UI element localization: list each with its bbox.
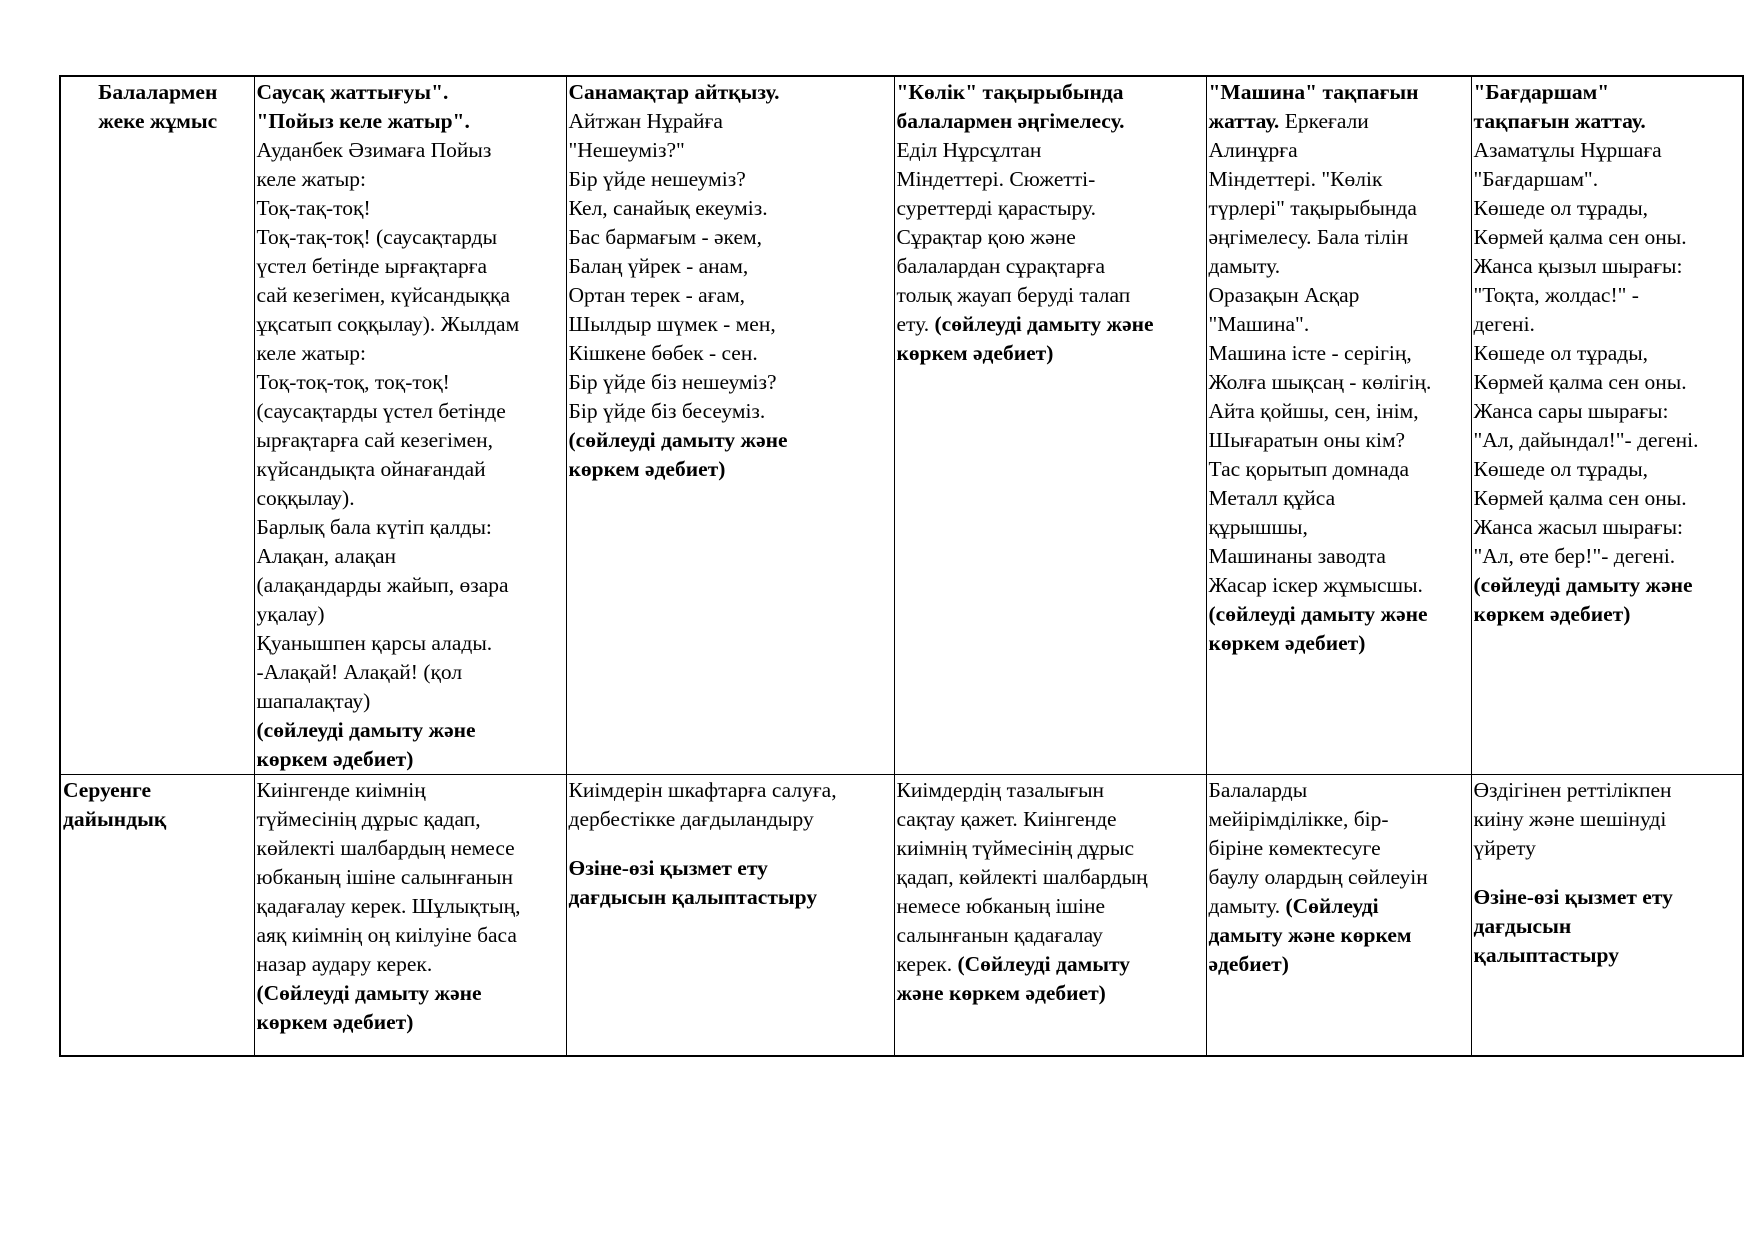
cell-line-text: Тас қорытып домнада [1208,457,1410,481]
cell-line-text: дамыту. [1208,254,1281,278]
cell-line-text: Металл құйса [1208,486,1336,510]
table-cell [566,76,894,775]
cell-line-text: (алақандарды жайып, өзара [256,573,509,597]
cell-line [1474,542,1742,571]
cell-line [257,658,565,687]
cell-line-text: түймесінің дұрыс қадап, [256,807,481,831]
cell-line-text: киімнің түймесінің дұрыс [896,836,1135,860]
table-cell [1471,76,1743,775]
cell-line [1474,805,1742,834]
cell-line-text: Міндеттері. "Көлік [1208,167,1383,191]
cell-line [569,776,893,805]
cell-line-text: Өзіне-өзі қызмет ету [568,856,768,880]
cell-line-text: Тоқ-тақ-тоқ! [256,196,371,220]
cell-line-text: ұқсатып соққылау). Жылдам [256,312,520,336]
cell-spacer [569,834,893,854]
cell-line-text: Алинұрға [1208,138,1298,162]
cell-line [257,921,565,950]
cell-line [1474,136,1742,165]
cell-line-text: Айтжан Нұрайға [568,109,723,133]
cell-line [1474,600,1742,629]
table-cell [254,76,566,775]
cell-line [257,281,565,310]
cell-line-text: "Нешеуміз?" [568,138,685,162]
table-cell [1471,775,1743,1057]
cell-line-text: Көшеде ол тұрады, [1473,341,1649,365]
cell-line [1209,107,1470,136]
cell-line [569,194,893,223]
cell-line [1209,397,1470,426]
cell-line-plain-tail: Еркеғали [1279,109,1369,133]
cell-spacer [1474,863,1742,883]
cell-line-text: Көрмей қалма сен оны. [1473,370,1687,394]
cell-line [1209,629,1470,658]
cell-line-text: қадағалау керек. Шұлықтың, [256,894,521,918]
cell-line [1474,78,1742,107]
cell-line-text: "Ал, дайындал!"- дегені. [1473,428,1699,452]
cell-line-text: юбканың ішіне салынғанын [256,865,513,889]
cell-line-text: көркем әдебиет) [256,747,414,771]
cell-line-text: Алақан, алақан [256,544,397,568]
table-cell [894,76,1206,775]
cell-line [897,776,1205,805]
cell-line [1209,805,1470,834]
cell-line [257,136,565,165]
cell-line [1209,542,1470,571]
cell-line [1474,426,1742,455]
table-cell [1206,775,1471,1057]
cell-line-text: киіну және шешінуді [1473,807,1667,831]
cell-line [257,542,565,571]
cell-line [1209,339,1470,368]
cell-line [569,281,893,310]
cell-line [257,339,565,368]
cell-line [1209,426,1470,455]
cell-line [1474,281,1742,310]
cell-line-text: уқалау) [256,602,325,626]
cell-line-text: Жанса жасыл шырағы: [1473,515,1684,539]
cell-line [569,368,893,397]
cell-line [1209,571,1470,600]
cell-line-text: тақпағын жаттау. [1473,109,1646,133]
table-cell [566,775,894,1057]
table-cell [1206,76,1471,775]
cell-line [257,600,565,629]
cell-line-text: сақтау қажет. Киінгенде [896,807,1117,831]
cell-line-text: назар аудару керек. [256,952,433,976]
cell-line [1209,136,1470,165]
cell-line-text: Тоқ-тоқ-тоқ, тоқ-тоқ! [256,370,450,394]
cell-line [1474,339,1742,368]
cell-line-text: күйсандықта ойнағандай [256,457,486,481]
cell-line [1209,892,1470,921]
cell-line [1474,107,1742,136]
cell-line-text: үйрету [1473,836,1536,860]
cell-line [1474,912,1742,941]
cell-line [257,571,565,600]
cell-line [897,950,1205,979]
table-cell [894,775,1206,1057]
cell-line-bold-tail: (Сөйлеуді дамыту [957,952,1131,976]
cell-line [897,165,1205,194]
cell-line [257,1008,565,1037]
cell-line-text: сай кезегімен, күйсандыққа [256,283,511,307]
cell-line [257,834,565,863]
cell-line-text: Еділ Нұрсұлтан [896,138,1042,162]
cell-line [1474,776,1742,805]
table-row [60,775,1743,1057]
cell-line-bold-tail: (сөйлеуді дамыту және [934,312,1154,336]
cell-line [1209,921,1470,950]
cell-line-text: Бас бармағым - әкем, [568,225,762,249]
cell-line [257,194,565,223]
cell-line [1209,368,1470,397]
cell-line [257,979,565,1008]
cell-line [1474,165,1742,194]
cell-line [257,892,565,921]
cell-line [1209,950,1470,979]
cell-line [569,223,893,252]
cell-line [569,339,893,368]
cell-line-text: Оразақын Асқар [1208,283,1360,307]
cell-line-text: (сөйлеуді дамыту және [256,718,476,742]
row-header-line: Балалармен [98,80,218,104]
cell-line [257,687,565,716]
cell-line-text: Азаматұлы Нұршаға [1473,138,1662,162]
cell-line [257,484,565,513]
cell-line [897,805,1205,834]
cell-line-text: балалармен әңгімелесу. [896,109,1125,133]
cell-line [1474,310,1742,339]
cell-line-text: Сұрақтар қою және [896,225,1076,249]
cell-line-text: толық жауап беруді талап [896,283,1131,307]
cell-line-text: Бір үйде нешеуміз? [568,167,746,191]
cell-line-text: түрлері" тақырыбында [1208,196,1417,220]
table-row [60,76,1743,775]
cell-line-text: ырғақтарға сай кезегімен, [256,428,493,452]
cell-line [257,745,565,774]
cell-line [1474,368,1742,397]
cell-line-text: әңгімелесу. Бала тілін [1208,225,1409,249]
cell-line [1474,194,1742,223]
cell-line [1474,455,1742,484]
cell-line-text: немесе юбканың ішіне [896,894,1106,918]
cell-line-text: "Машина". [1208,312,1310,336]
cell-line-text: керек. [896,952,958,976]
cell-line [257,716,565,745]
cell-line [1209,310,1470,339]
cell-line-text: көркем әдебиет) [1473,602,1631,626]
cell-line [1209,834,1470,863]
cell-line-text: Жолға шықсаң - көлігің. [1208,370,1432,394]
cell-line-text: Тоқ-тақ-тоқ! (саусақтарды [256,225,498,249]
cell-line-text: Саусақ жаттығуы". [256,80,449,104]
cell-line [897,107,1205,136]
cell-line [897,281,1205,310]
cell-line-text: Киінгенде киімнің [256,778,426,802]
cell-line [569,78,893,107]
cell-line [1209,165,1470,194]
cell-line [897,223,1205,252]
cell-line-text: Ауданбек Әзимаға Пойыз [256,138,492,162]
cell-line [257,252,565,281]
cell-line-text: Көрмей қалма сен оны. [1473,486,1687,510]
cell-line [569,883,893,912]
row-header [60,775,254,1057]
cell-line-text: (саусақтарды үстел бетінде [256,399,506,423]
cell-line [569,854,893,883]
cell-line [897,834,1205,863]
cell-line-text: "Машина" тақпағын [1208,80,1419,104]
cell-line-text: "Бағдаршам". [1473,167,1599,191]
cell-line-text: -Алақай! Алақай! (қол [256,660,463,684]
cell-line [257,165,565,194]
cell-line [569,165,893,194]
cell-line [1209,513,1470,542]
cell-line [897,863,1205,892]
cell-line [1209,78,1470,107]
cell-line [569,805,893,834]
cell-line-text: Киімдердің тазалығын [896,778,1105,802]
cell-line [897,921,1205,950]
cell-line-text: Шығаратын оны кім? [1208,428,1406,452]
cell-line [897,339,1205,368]
cell-line [257,397,565,426]
cell-line-text: дербестікке дағдыландыру [568,807,814,831]
cell-line-text: Машина істе - серігің, [1208,341,1412,365]
row-header [60,76,254,775]
cell-line-text: Жанса сары шырағы: [1473,399,1669,423]
cell-line-text: шапалақтау) [256,689,371,713]
cell-line-text: "Көлік" тақырыбында [896,80,1124,104]
cell-line [1474,397,1742,426]
cell-line-text: баулу олардың сөйлеуін [1208,865,1428,889]
cell-line-text: аяқ киімнің оң киілуіне баса [256,923,517,947]
cell-line [569,426,893,455]
cell-line-bold-tail: (Сөйлеуді [1285,894,1379,918]
cell-line-text: Киімдерін шкафтарға салуға, [568,778,837,802]
cell-line-text: Балаң үйрек - анам, [568,254,749,278]
cell-line-text: Көрмей қалма сен оны. [1473,225,1687,249]
cell-line-text: "Пойыз келе жатыр". [256,109,470,133]
cell-line [1474,223,1742,252]
plan-table [59,75,1744,1057]
cell-line [1209,484,1470,513]
cell-line [257,107,565,136]
cell-line-text: Бір үйде біз бесеуміз. [568,399,766,423]
cell-line [257,223,565,252]
cell-line-text: Ортан терек - ағам, [568,283,746,307]
cell-line [897,136,1205,165]
cell-line [1209,252,1470,281]
cell-line [569,252,893,281]
cell-line-text: Санамақтар айтқызу. [568,80,780,104]
cell-line-text: "Ал, өте бер!"- дегені. [1473,544,1676,568]
cell-line [1474,834,1742,863]
cell-line-text: Барлық бала күтіп қалды: [256,515,492,539]
cell-line-text: көркем әдебиет) [568,457,726,481]
cell-line-text: үстел бетінде ырғақтарға [256,254,488,278]
cell-line-text: дегені. [1473,312,1535,336]
cell-line-text: "Тоқта, жолдас!" - [1473,283,1639,307]
cell-line-text: әдебиет) [1208,952,1289,976]
cell-line [897,979,1205,1008]
cell-line-text: және көркем әдебиет) [896,981,1106,1005]
cell-line-text: Қуанышпен қарсы алады. [256,631,493,655]
cell-line-text: жаттау. [1208,109,1280,133]
cell-line-text: суреттерді қарастыру. [896,196,1096,220]
cell-line-text: "Бағдаршам" [1473,80,1610,104]
cell-line [257,426,565,455]
cell-line [257,776,565,805]
cell-line [1474,252,1742,281]
cell-line [1209,194,1470,223]
cell-line-text: Балаларды [1208,778,1308,802]
cell-line [257,455,565,484]
cell-line [1474,571,1742,600]
cell-line [257,629,565,658]
cell-line-text: Машинаны заводта [1208,544,1386,568]
cell-line-text: балалардан сұрақтарға [896,254,1106,278]
cell-line [1209,776,1470,805]
cell-line-text: Жасар іскер жұмысшы. [1208,573,1423,597]
cell-line [569,455,893,484]
row-header-line: Серуенге [63,778,152,802]
cell-line-text: көркем әдебиет) [256,1010,414,1034]
cell-line [1209,223,1470,252]
cell-line-text: көркем әдебиет) [896,341,1054,365]
cell-line-text: қалыптастыру [1473,943,1619,967]
cell-line-text: Жанса қызыл шырағы: [1473,254,1683,278]
cell-line [569,107,893,136]
cell-line-text: көркем әдебиет) [1208,631,1366,655]
cell-line-text: Өздігінен реттілікпен [1473,778,1672,802]
cell-line [257,513,565,542]
cell-line-text: Кел, санайық екеуміз. [568,196,768,220]
cell-line-text: соққылау). [256,486,355,510]
cell-line-text: Өзіне-өзі қызмет ету [1473,885,1673,909]
cell-line [1474,941,1742,970]
table-cell [254,775,566,1057]
cell-line [1474,883,1742,912]
cell-line-text: қадап, көйлекті шалбардың [896,865,1148,889]
cell-line [1474,513,1742,542]
cell-line-text: (сөйлеуді дамыту және [1208,602,1428,626]
cell-line-text: ету. [896,312,935,336]
cell-line [1209,600,1470,629]
cell-line [897,310,1205,339]
cell-line [897,892,1205,921]
cell-line [897,78,1205,107]
cell-line [897,252,1205,281]
cell-line-text: Көшеде ол тұрады, [1473,196,1649,220]
cell-line-text: келе жатыр: [256,341,367,365]
cell-line-text: келе жатыр: [256,167,367,191]
cell-line-text: (Сөйлеуді дамыту және [256,981,482,1005]
cell-line [257,863,565,892]
cell-line-text: біріне көмектесуге [1208,836,1381,860]
cell-line-text: құрышшы, [1208,515,1308,539]
cell-line-text: Міндеттері. Сюжетті- [896,167,1096,191]
cell-line-text: Көшеде ол тұрады, [1473,457,1649,481]
cell-line-text: салынғанын қадағалау [896,923,1103,947]
cell-line-text: дамыту. [1208,894,1286,918]
cell-line [897,194,1205,223]
cell-line-text: (сөйлеуді дамыту және [1473,573,1693,597]
cell-line [1209,455,1470,484]
cell-line [257,805,565,834]
cell-line [569,136,893,165]
cell-line-text: көйлекті шалбардың немесе [256,836,515,860]
cell-line-text: Айта қойшы, сен, інім, [1208,399,1419,423]
cell-line-text: дағдысын қалыптастыру [568,885,818,909]
cell-line [257,368,565,397]
cell-line [1474,484,1742,513]
cell-line [257,78,565,107]
cell-line [257,950,565,979]
cell-line-text: дамыту және көркем [1208,923,1412,947]
cell-line [569,310,893,339]
cell-line-text: Шылдыр шүмек - мен, [568,312,776,336]
cell-line-text: мейірімділікке, бір- [1208,807,1389,831]
row-header-line: жеке жұмыс [98,109,218,133]
cell-line [1209,281,1470,310]
cell-line-text: дағдысын [1473,914,1572,938]
cell-line-text: Кішкене бөбек - сен. [568,341,758,365]
cell-line [1209,863,1470,892]
row-header-line: дайындық [63,807,167,831]
cell-line-text: (сөйлеуді дамыту және [568,428,788,452]
cell-line [569,397,893,426]
cell-line-text: Бір үйде біз нешеуміз? [568,370,777,394]
cell-line [257,310,565,339]
